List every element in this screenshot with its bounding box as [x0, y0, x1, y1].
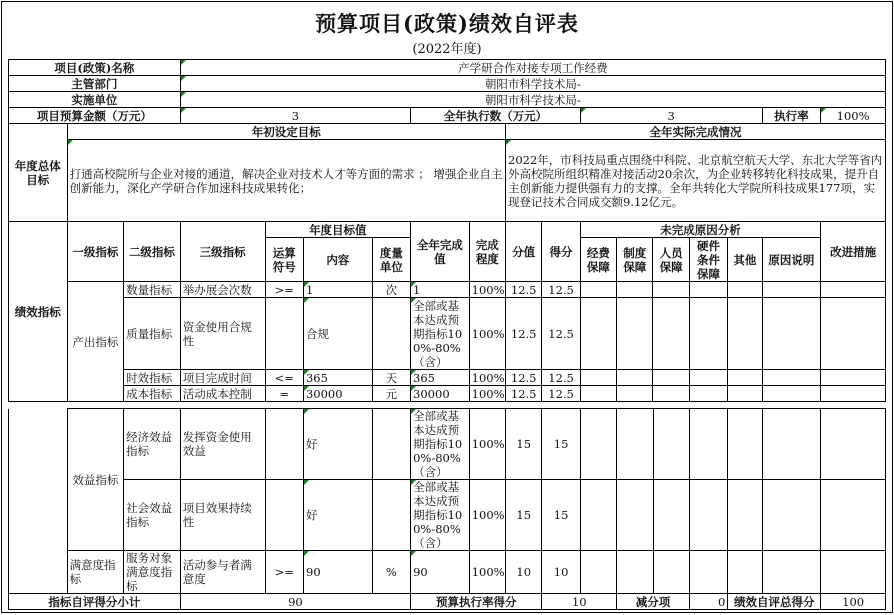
impl-label: 实施单位	[9, 92, 181, 108]
row5-r-desc[interactable]	[762, 480, 821, 551]
row0-r-funding[interactable]	[580, 282, 616, 298]
total-label: 绩效自评总得分	[728, 594, 821, 610]
row1-r-desc[interactable]	[762, 298, 821, 370]
row6-r-desc[interactable]	[762, 551, 821, 594]
row3-r-system[interactable]	[617, 386, 653, 402]
row3-r-hardware[interactable]	[689, 386, 727, 402]
row2-completion[interactable]: 100%	[469, 370, 505, 386]
evaluation-table-lower	[8, 408, 886, 610]
row4-completion[interactable]: 100%	[469, 409, 505, 480]
row2-score[interactable]: 12.5	[542, 370, 580, 386]
row0-score[interactable]: 12.5	[542, 282, 580, 298]
row1-r-hardware[interactable]	[689, 298, 727, 370]
row6-r-staff[interactable]	[653, 551, 689, 594]
row2-op[interactable]: <=	[265, 370, 303, 386]
row2-l2: 时效指标	[124, 370, 181, 386]
budget-score-value[interactable]: 10	[542, 594, 617, 610]
project-name-value[interactable]: 产学研合作对接专项工作经费	[180, 60, 885, 76]
row6-r-other[interactable]	[728, 551, 762, 594]
row6-r-funding[interactable]	[580, 551, 616, 594]
row2-value[interactable]: 365	[411, 370, 470, 386]
row2-r-funding[interactable]	[580, 370, 616, 386]
row2-r-system[interactable]	[617, 370, 653, 386]
row5-op[interactable]	[265, 480, 303, 551]
row0-weight[interactable]: 12.5	[506, 282, 542, 298]
project-name-label: 项目(政策)名称	[9, 60, 181, 76]
group-satisfaction: 满意度指标	[67, 551, 124, 594]
row5-l2: 社会效益指标	[124, 480, 181, 551]
row1-op[interactable]	[265, 298, 303, 370]
row2-r-staff[interactable]	[653, 370, 689, 386]
goals-row-label: 年度总体目标	[9, 124, 68, 222]
row6-l2: 服务对象满意度指标	[124, 551, 181, 594]
row5-improve[interactable]	[821, 480, 886, 551]
dept-label: 主管部门	[9, 76, 181, 92]
row3-r-desc[interactable]	[762, 386, 821, 402]
row3-score[interactable]: 12.5	[542, 386, 580, 402]
budget-value[interactable]: 3	[180, 108, 410, 124]
row4-weight[interactable]: 15	[506, 409, 542, 480]
row1-unit[interactable]	[372, 298, 410, 370]
row0-value[interactable]: 1	[411, 282, 470, 298]
row4-l2: 经济效益指标	[124, 409, 181, 480]
indicators-section-cont	[9, 409, 68, 594]
row0-r-desc[interactable]	[762, 282, 821, 298]
header-r-system: 制度保障	[617, 238, 653, 282]
subtotal-label: 指标自评得分小计	[9, 594, 181, 610]
row1-completion[interactable]: 100%	[469, 298, 505, 370]
header-reasons-group: 未完成原因分析	[580, 222, 820, 238]
initial-goal-header: 年初设定目标	[67, 124, 505, 140]
row4-op[interactable]	[265, 409, 303, 480]
row4-content[interactable]: 好	[304, 409, 373, 480]
actual-goal-text[interactable]: 2022年，市科技局重点围绕中科院、北京航空航天大学、东北大学等省内外高校院所组织精准对接活动20余次，为企业转移转化科技成果，提升自主创新能力提供强有力的支撑。全年共转化大学院所科技成果177项，实现登记技术合同成交额9.12亿元。	[506, 140, 886, 222]
header-level1: 一级指标	[67, 222, 124, 282]
row3-r-other[interactable]	[728, 386, 762, 402]
header-r-other: 其他	[728, 238, 762, 282]
row6-improve[interactable]	[821, 551, 886, 594]
header-unit: 度量单位	[372, 238, 410, 282]
row3-unit[interactable]: 元	[372, 386, 410, 402]
total-value[interactable]: 100	[821, 594, 886, 610]
row3-r-funding[interactable]	[580, 386, 616, 402]
header-r-desc: 原因说明	[762, 238, 821, 282]
row2-weight[interactable]: 12.5	[506, 370, 542, 386]
rate-value[interactable]: 100%	[821, 108, 886, 124]
row4-improve[interactable]	[821, 409, 886, 480]
header-r-staff: 人员保障	[653, 238, 689, 282]
header-target-group: 年度目标值	[265, 222, 410, 238]
row4-value[interactable]: 全部或基本达成预期指标100%-80%（含）	[411, 409, 470, 480]
row1-improve[interactable]	[821, 298, 886, 370]
header-content: 内容	[303, 238, 372, 282]
row5-r-funding[interactable]	[580, 480, 616, 551]
deduction-label: 减分项	[617, 594, 690, 610]
row6-op[interactable]: >=	[265, 551, 303, 594]
subtotal-value[interactable]: 90	[180, 594, 410, 610]
header-score: 得分	[542, 222, 580, 282]
budget-score-label: 预算执行率得分	[411, 594, 542, 610]
row4-r-system[interactable]	[617, 409, 653, 480]
row2-r-hardware[interactable]	[689, 370, 727, 386]
row1-value[interactable]: 全部或基本达成预期指标100%-80%（含）	[411, 298, 470, 370]
indicators-section-label: 绩效指标	[9, 222, 68, 402]
row0-content[interactable]: 1	[303, 282, 372, 298]
initial-goal-text[interactable]: 打通高校院所与企业对接的通道，解决企业对技术人才等方面的需求 ； 增强企业自主创新能力，深化产学研合作加速科技成果转化；	[67, 140, 505, 222]
row0-unit[interactable]: 次	[372, 282, 410, 298]
row3-r-staff[interactable]	[653, 386, 689, 402]
actual-goal-header: 全年实际完成情况	[506, 124, 886, 140]
row1-r-funding[interactable]	[580, 298, 616, 370]
row5-weight[interactable]: 15	[506, 480, 542, 551]
row1-weight[interactable]: 12.5	[506, 298, 542, 370]
row0-r-system[interactable]	[617, 282, 653, 298]
page-subtitle: (2022年度)	[412, 42, 482, 57]
row3-completion[interactable]: 100%	[469, 386, 505, 402]
row4-r-other[interactable]	[728, 409, 762, 480]
page-title: 预算项目(政策)绩效自评表	[315, 11, 579, 36]
row4-score[interactable]: 15	[542, 409, 580, 480]
row4-unit[interactable]	[372, 409, 410, 480]
row5-r-other[interactable]	[728, 480, 762, 551]
row1-l3[interactable]: 资金使用合规性	[180, 298, 265, 370]
row3-l3[interactable]: 活动成本控制	[180, 386, 265, 402]
row6-weight[interactable]: 10	[506, 551, 542, 594]
group-benefit: 效益指标	[67, 409, 124, 551]
row1-content[interactable]: 合规	[303, 298, 372, 370]
row3-value[interactable]: 30000	[411, 386, 470, 402]
row5-r-system[interactable]	[617, 480, 653, 551]
row6-l3[interactable]: 活动参与者满意度	[180, 551, 265, 594]
evaluation-table	[8, 59, 886, 402]
row0-r-other[interactable]	[728, 282, 762, 298]
header-r-funding: 经费保障	[580, 238, 616, 282]
row2-l3[interactable]: 项目完成时间	[180, 370, 265, 386]
row6-completion[interactable]: 100%	[469, 551, 505, 594]
header-weight: 分值	[506, 222, 542, 282]
row1-score[interactable]: 12.5	[542, 298, 580, 370]
row0-r-staff[interactable]	[653, 282, 689, 298]
row4-r-hardware[interactable]	[689, 409, 727, 480]
header-level2: 二级指标	[124, 222, 181, 282]
deduction-value[interactable]: 0	[689, 594, 727, 610]
row3-improve[interactable]	[821, 386, 886, 402]
row2-r-other[interactable]	[728, 370, 762, 386]
row5-content[interactable]: 好	[304, 480, 373, 551]
row6-value[interactable]: 90	[411, 551, 470, 594]
row0-completion[interactable]: 100%	[469, 282, 505, 298]
budget-label: 项目预算金额（万元）	[9, 108, 181, 124]
header-improve: 改进措施	[821, 222, 886, 282]
row5-l3[interactable]: 项目效果持续性	[180, 480, 265, 551]
header-operator: 运算符号	[265, 238, 303, 282]
row1-l2: 质量指标	[124, 298, 181, 370]
row4-r-desc[interactable]	[762, 409, 821, 480]
row4-l3[interactable]: 发挥资金使用效益	[180, 409, 265, 480]
row5-r-hardware[interactable]	[689, 480, 727, 551]
header-annual-value: 全年完成值	[411, 222, 470, 282]
row4-r-funding[interactable]	[580, 409, 616, 480]
row5-unit[interactable]	[372, 480, 410, 551]
row2-r-desc[interactable]	[762, 370, 821, 386]
group-output: 产出指标	[67, 282, 124, 402]
row6-content[interactable]: 90	[304, 551, 373, 594]
row3-content[interactable]: 30000	[303, 386, 372, 402]
row0-l2: 数量指标	[124, 282, 181, 298]
row5-completion[interactable]: 100%	[469, 480, 505, 551]
row6-unit[interactable]: %	[372, 551, 410, 594]
row2-unit[interactable]: 天	[372, 370, 410, 386]
row3-op[interactable]: =	[265, 386, 303, 402]
row3-l2: 成本指标	[124, 386, 181, 402]
evaluation-sheet	[1, 1, 893, 613]
row6-r-hardware[interactable]	[689, 551, 727, 594]
row2-content[interactable]: 365	[303, 370, 372, 386]
row2-improve[interactable]	[821, 370, 886, 386]
dept-value[interactable]: 朝阳市科学技术局-	[180, 76, 885, 92]
row5-value[interactable]: 全部或基本达成预期指标100%-80%（含）	[411, 480, 470, 551]
header-level3: 三级指标	[180, 222, 265, 282]
impl-value[interactable]: 朝阳市科学技术局-	[180, 92, 885, 108]
header-r-hardware: 硬件条件保障	[689, 238, 727, 282]
rate-label: 执行率	[762, 108, 821, 124]
row5-r-staff[interactable]	[653, 480, 689, 551]
row6-r-system[interactable]	[617, 551, 653, 594]
row3-weight[interactable]: 12.5	[506, 386, 542, 402]
row1-r-staff[interactable]	[653, 298, 689, 370]
row0-l3[interactable]: 举办展会次数	[180, 282, 265, 298]
exec-value[interactable]: 3	[580, 108, 762, 124]
row0-improve[interactable]	[821, 282, 886, 298]
row1-r-other[interactable]	[728, 298, 762, 370]
row0-op[interactable]: >=	[265, 282, 303, 298]
row5-score[interactable]: 15	[542, 480, 580, 551]
row0-r-hardware[interactable]	[689, 282, 727, 298]
row6-score[interactable]: 10	[542, 551, 580, 594]
header-completion: 完成程度	[469, 222, 505, 282]
exec-label: 全年执行数（万元）	[411, 108, 581, 124]
row4-r-staff[interactable]	[653, 409, 689, 480]
row1-r-system[interactable]	[617, 298, 653, 370]
